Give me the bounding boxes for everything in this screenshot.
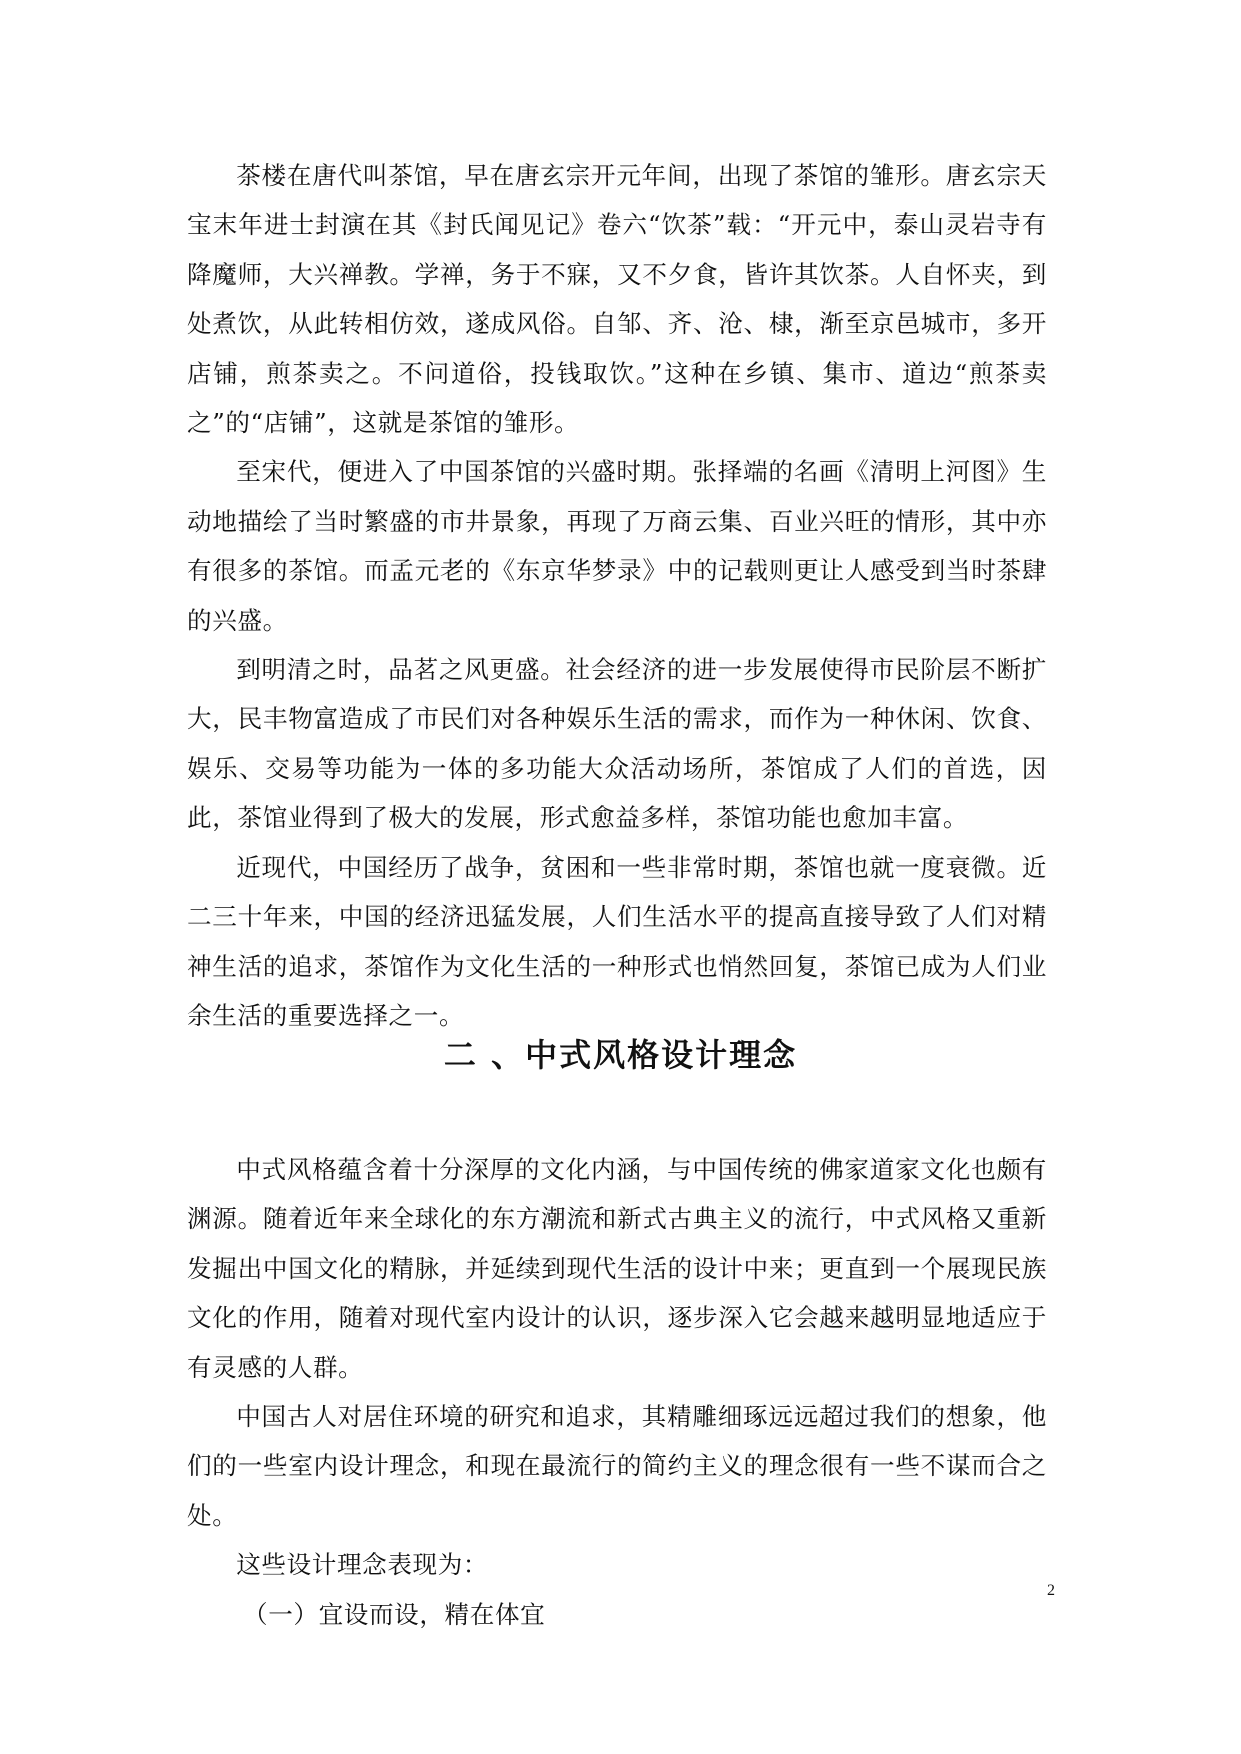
paragraph-ancient-living: 中国古人对居住环境的研究和追求，其精雕细琢远远超过我们的想象，他们的一些室内设计理念，和现在最流行的简约主义的理念很有一些不谋而合之处。 [187, 1402, 1047, 1530]
sub-heading-item-1: （一）宜设而设，精在体宜 [243, 1599, 546, 1629]
page-number: 2 [1047, 1582, 1055, 1599]
paragraph-song-dynasty: 至宋代，便进入了中国茶馆的兴盛时期。张择端的名画《清明上河图》生动地描绘了当时繁盛的市井景象，再现了万商云集、百业兴旺的情形，其中亦有很多的茶馆。而孟元老的《东京华梦录》中的记载则更让人感受到当时茶肆的兴盛。 [187, 457, 1047, 635]
paragraph-design-concepts-intro: 这些设计理念表现为： [236, 1550, 489, 1580]
paragraph-ming-qing: 到明清之时，品茗之风更盛。社会经济的进一步发展使得市民阶层不断扩大，民丰物富造成了市民们对各种娱乐生活的需求，而作为一种休闲、饮食、娱乐、交易等功能为一体的多功能大众活动场所，茶馆成了人们的首选，因此，茶馆业得到了极大的发展，形式愈益多样，茶馆功能也愈加丰富。 [187, 655, 1047, 833]
section-1-body [187, 151, 1047, 1040]
paragraph-chinese-style: 中式风格蕴含着十分深厚的文化内涵，与中国传统的佛家道家文化也颇有渊源。随着近年来全球化的东方潮流和新式古典主义的流行，中式风格又重新发掘出中国文化的精脉，并延续到现代生活的设计中来；更直到一个展现民族文化的作用，随着对现代室内设计的认识，逐步深入它会越来越明显地适应于有灵感的人群。 [187, 1155, 1047, 1382]
paragraph-tea-house-origin: 茶楼在唐代叫茶馆，早在唐玄宗开元年间，出现了茶馆的雏形。唐玄宗天宝末年进士封演在其《封氏闻见记》卷六“饮茶”载：“开元中，泰山灵岩寺有降魔师，大兴禅教。学禅，务于不寐，又不夕食，皆许其饮茶。人自怀夹，到处煮饮，从此转相仿效，遂成风俗。自邹、齐、沧、棣，渐至京邑城市，多开店铺，煎茶卖之。不问道俗，投钱取饮。”这种在乡镇、集市、道边“煎茶卖之”的“店铺”，这就是茶馆的雏形。 [187, 161, 1047, 438]
section-2-body [187, 1145, 1047, 1639]
section-heading: 二 、中式风格设计理念 [443, 1036, 798, 1074]
paragraph-modern-era: 近现代，中国经历了战争，贫困和一些非常时期，茶馆也就一度衰微。近二三十年来，中国的经济迅猛发展，人们生活水平的提高直接导致了人们对精神生活的追求，茶馆作为文化生活的一种形式也悄然回复，茶馆已成为人们业余生活的重要选择之一。 [187, 852, 1047, 1030]
